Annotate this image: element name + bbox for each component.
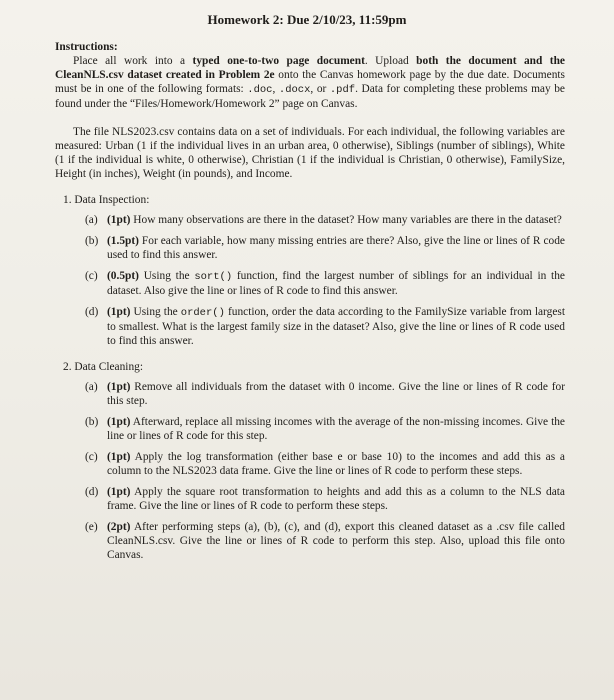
data-description: The file NLS2023.csv contains data on a set of individuals. For each individual, the following variables are measured: Urban (1 if the individual lives in an urban area, 0 otherwise), Siblings (number of siblings), White (1 if the individual is white, 0 otherwise), Christian (1 if the individual is Christian, 0 otherwise), FamilySize, Height (in inches), Weight (in pounds), and Income. — [55, 126, 565, 180]
question-text — [107, 305, 565, 348]
question-text — [107, 450, 565, 478]
question-points: (1pt) — [107, 306, 131, 318]
code-function: sort() — [194, 271, 233, 283]
format-doc: .doc — [247, 84, 273, 96]
instructions-text: Place all work into a — [73, 55, 193, 67]
question-text — [107, 234, 565, 262]
question-points: (1pt) — [107, 451, 131, 463]
question-item — [85, 234, 565, 262]
format-docx: .docx — [278, 84, 311, 96]
question-label: (c) — [85, 270, 98, 282]
question-points: (1pt) — [107, 381, 131, 393]
question-item — [85, 305, 565, 348]
instructions-text: , or — [310, 83, 330, 95]
question-label: (e) — [85, 521, 98, 533]
section-title: 1. Data Inspection: — [63, 194, 150, 206]
question-list — [85, 380, 565, 562]
instructions-text: , — [272, 83, 279, 95]
section-1 — [55, 193, 565, 348]
question-points: (1pt) — [107, 214, 131, 226]
question-label: (b) — [85, 416, 99, 428]
question-body: For each variable, how many missing entries are there? Also, give the line or lines of R code used to find this answer. — [107, 235, 565, 261]
question-text — [107, 485, 565, 513]
instructions-heading: Instructions: — [55, 41, 118, 53]
instructions-bold: both the document and the CleanNLS.csv dataset created in Problem 2e — [55, 55, 565, 81]
question-item — [85, 213, 565, 227]
question-points: (1.5pt) — [107, 235, 139, 247]
question-label: (c) — [85, 451, 98, 463]
instructions-text: onto the Canvas homework page by the due date. Documents must be in one of the following formats: — [55, 69, 565, 95]
question-label: (d) — [85, 486, 99, 498]
question-body: Apply the log transformation (either base e or base 10) to the incomes and add this as a column to the NLS2023 data frame. Give the line or lines of R code to perform these steps. — [107, 451, 565, 477]
question-body: Using the — [130, 306, 181, 318]
code-function: order() — [180, 307, 225, 319]
question-points: (1pt) — [107, 486, 131, 498]
instructions-bold: typed one-to-two page document — [192, 55, 365, 67]
instructions-text: . Upload — [364, 55, 417, 67]
question-list — [85, 213, 565, 348]
question-label: (a) — [85, 214, 98, 226]
section-2 — [55, 360, 565, 562]
question-body: Apply the square root transformation to heights and add this as a column to the NLS data frame. Give the line or lines of R code to perform these steps. — [107, 486, 565, 512]
question-points: (1pt) — [107, 416, 131, 428]
question-item — [85, 485, 565, 513]
question-body: Afterward, replace all missing incomes with the average of the non-missing incomes. Give the line or lines of R code for this step. — [107, 416, 565, 442]
question-text — [107, 380, 565, 408]
question-body: Remove all individuals from the dataset with 0 income. Give the line or lines of R code for this step. — [107, 381, 565, 407]
page-title: Homework 2: Due 2/10/23, 11:59pm — [207, 12, 407, 27]
question-item — [85, 415, 565, 443]
question-label: (a) — [85, 381, 98, 393]
question-label: (d) — [85, 306, 99, 318]
question-item — [85, 450, 565, 478]
question-body: function, find the largest number of siblings for an individual in the dataset. Also give the line or lines of R code to find this answer. — [107, 270, 565, 297]
question-text — [107, 520, 565, 562]
question-item — [85, 520, 565, 562]
question-text — [107, 213, 565, 227]
question-points: (0.5pt) — [107, 270, 139, 282]
question-body: function, order the data according to the FamilySize variable from largest to smallest. What is the largest family size in the dataset? Also, give the line or lines of R code used to find this answer. — [107, 306, 565, 347]
instructions-paragraph — [55, 54, 565, 111]
section-title: 2. Data Cleaning: — [63, 361, 144, 373]
question-item — [85, 380, 565, 408]
format-pdf: .pdf — [329, 84, 356, 96]
question-item — [85, 269, 565, 298]
question-body: Using the — [138, 270, 195, 282]
question-text — [107, 415, 565, 443]
document-body — [55, 40, 565, 569]
question-text — [107, 269, 565, 298]
instructions-text: . Data for completing these problems may be found under the “Files/Homework/Homework 2” page on Canvas. — [55, 83, 565, 110]
question-label: (b) — [85, 235, 99, 247]
question-body: After performing steps (a), (b), (c), and (d), export this cleaned dataset as a .csv file called CleanNLS.csv. Give the line or lines of R code to perform this step. Also, upload this file onto Canvas. — [107, 521, 565, 561]
question-points: (2pt) — [107, 521, 131, 533]
question-body: How many observations are there in the dataset? How many variables are there in the dataset? — [130, 214, 562, 226]
